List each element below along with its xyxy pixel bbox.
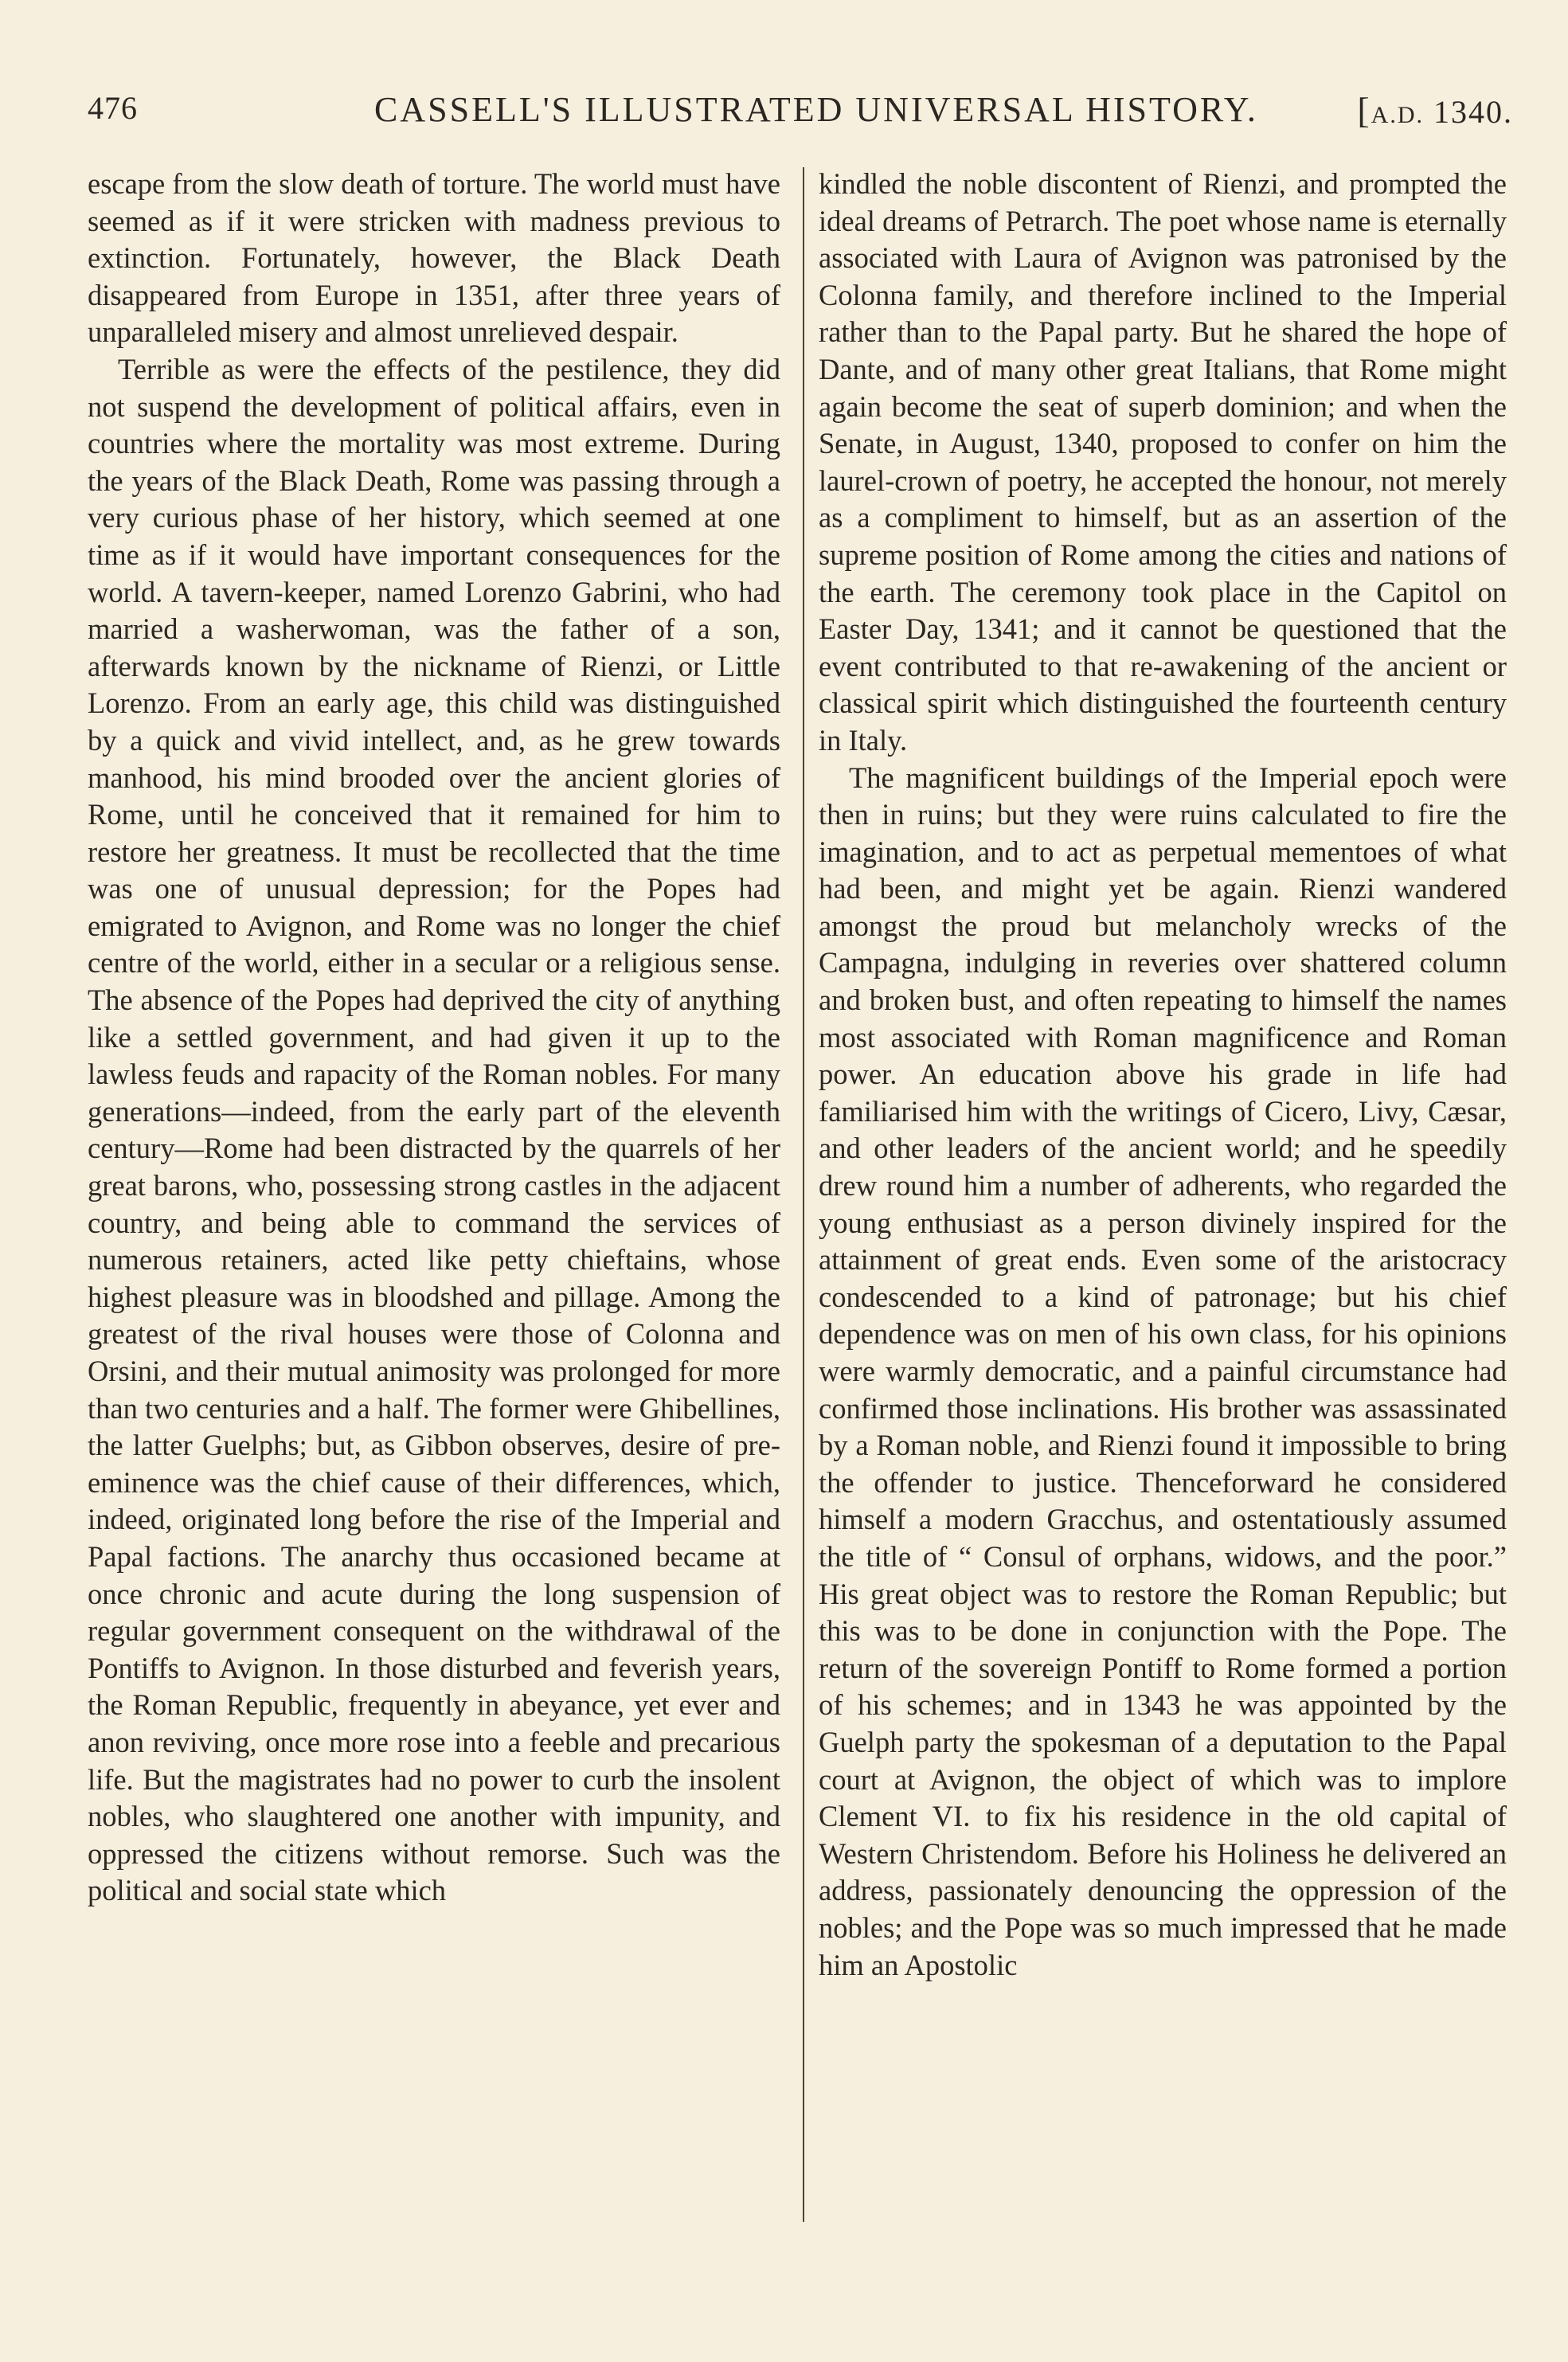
date-era: A.D. [1371,102,1424,128]
paragraph: kindled the noble discontent of Rienzi, and prompted the ideal dreams of Petrarch. The poet whose name is eternally associated with Laura of Avignon was patronised by the Colonna family, and therefore inclined to the Imperial rather than to the Papal party. But he shared the hope of Dante, and of many other great Italians, that Rome might again become the seat of superb dominion; and when the Senate, in August, 1340, proposed to confer on him the laurel-crown of poetry, he accepted the honour, not merely as a compliment to himself, but as an assertion of the supreme position of Rome among the cities and nations of the earth. The ceremony took place in the Capitol on Easter Day, 1341; and it cannot be questioned that the event contributed to that re-awakening of the ancient or classical spirit which distinguished the fourteenth century in Italy. [819,167,1507,757]
page-header [88,89,1513,137]
paragraph: escape from the slow death of torture. The world must have seemed as if it were stricken with madness previous to extinction. Fortunately, however, the Black Death disappeared from Europe in 1351, after three years of unparalleled misery and almost unrelieved despair. [88,167,780,349]
page-number: 476 [88,90,138,126]
running-title: CASSELL'S ILLUSTRATED UNIVERSAL HISTORY. [374,90,1258,129]
paragraph: Terrible as were the effects of the pestilence, they did not suspend the development of political affairs, even in countries where the mortality was most extreme. During the years of the Black Death, Rome was passing through a very curious phase of her history, which seemed at one time as if it would have important consequences for the world. A tavern-keeper, named Lorenzo Gabrini, who had married a washerwoman, was the father of a son, afterwards known by the nickname of Rienzi, or Little Lorenzo. From an early age, this child was distinguished by a quick and vivid intellect, and, as he grew towards manhood, his mind brooded over the ancient glories of Rome, until he conceived that it remained for him to restore her greatness. It must be recollected that the time was one of unusual depression; for the Popes had emigrated to Avignon, and Rome was no longer the chief centre of the world, either in a secular or a religious sense. The absence of the Popes had deprived the city of anything like a settled government, and had given it up to the lawless feuds and rapacity of the Roman nobles. For many generations—indeed, from the early part of the eleventh century—Rome had been distracted by the quarrels of her great barons, who, possessing strong castles in the adjacent country, and being able to command the services of numerous retainers, acted like petty chieftains, whose highest pleasure was in bloodshed and pillage. Among the greatest of the rival houses were those of Colonna and Orsini, and their mutual animosity was prolonged for more than two centuries and a half. The former were Ghibellines, the latter Guelphs; but, as Gibbon observes, desire of pre-eminence was the chief cause of their differences, which, indeed, originated long before the rise of the Imperial and Papal factions. The anarchy thus occasioned became at once chronic and acute during the long suspension of regular government consequent on the withdrawal of the Pontiffs to Avignon. In those disturbed and feverish years, the Roman Republic, frequently in abeyance, yet ever and anon reviving, once more rose into a feeble and precarious life. But the magistrates had no power to curb the insolent nobles, who slaughtered one another with impunity, and oppressed the citizens without remorse. Such was the political and social state which [88,352,780,1907]
date-marker [1357,89,1513,131]
paragraph: The magnificent buildings of the Imperial epoch were then in ruins; but they were ruins calculated to fire the imagination, and to act as perpetual mementoes of what had been, and might yet be again. Rienzi wandered amongst the proud but melancholy wrecks of the Campagna, indulging in reveries over shattered column and broken bust, and often repeating to himself the names most associated with Roman magnificence and Roman power. An education above his grade in life had familiarised him with the writings of Cicero, Livy, Cæsar, and other leaders of the ancient world; and he speedily drew round him a number of adherents, who regarded the young enthusiast as a person divinely inspired for the attainment of great ends. Even some of the aristocracy condescended to a kind of patronage; but his chief dependence was on men of his own class, for his opinions were warmly democratic, and a painful circumstance had confirmed those inclinations. His brother was assassinated by a Roman noble, and Rienzi found it impossible to bring the offender to justice. Thenceforward he considered himself a modern Gracchus, and ostentatiously assumed the title of “ Consul of orphans, widows, and the poor.” His great object was to restore the Roman Republic; but this was to be done in conjunction with the Pope. The return of the sovereign Pontiff to Rome formed a portion of his schemes; and in 1343 he was appointed by the Guelph party the spokesman of a deputation to the Papal court at Avignon, the object of which was to implore Clement VI. to fix his residence in the old capital of Western Christendom. Before his Holiness he delivered an address, passionately denouncing the oppression of the nobles; and the Pope was so much impressed that he made him an Apostolic [819,761,1507,1981]
right-column [819,166,1507,1984]
date-bracket: [ [1357,90,1371,131]
column-divider [803,167,804,2222]
date-year: 1340. [1433,94,1513,130]
left-column [88,166,780,1910]
